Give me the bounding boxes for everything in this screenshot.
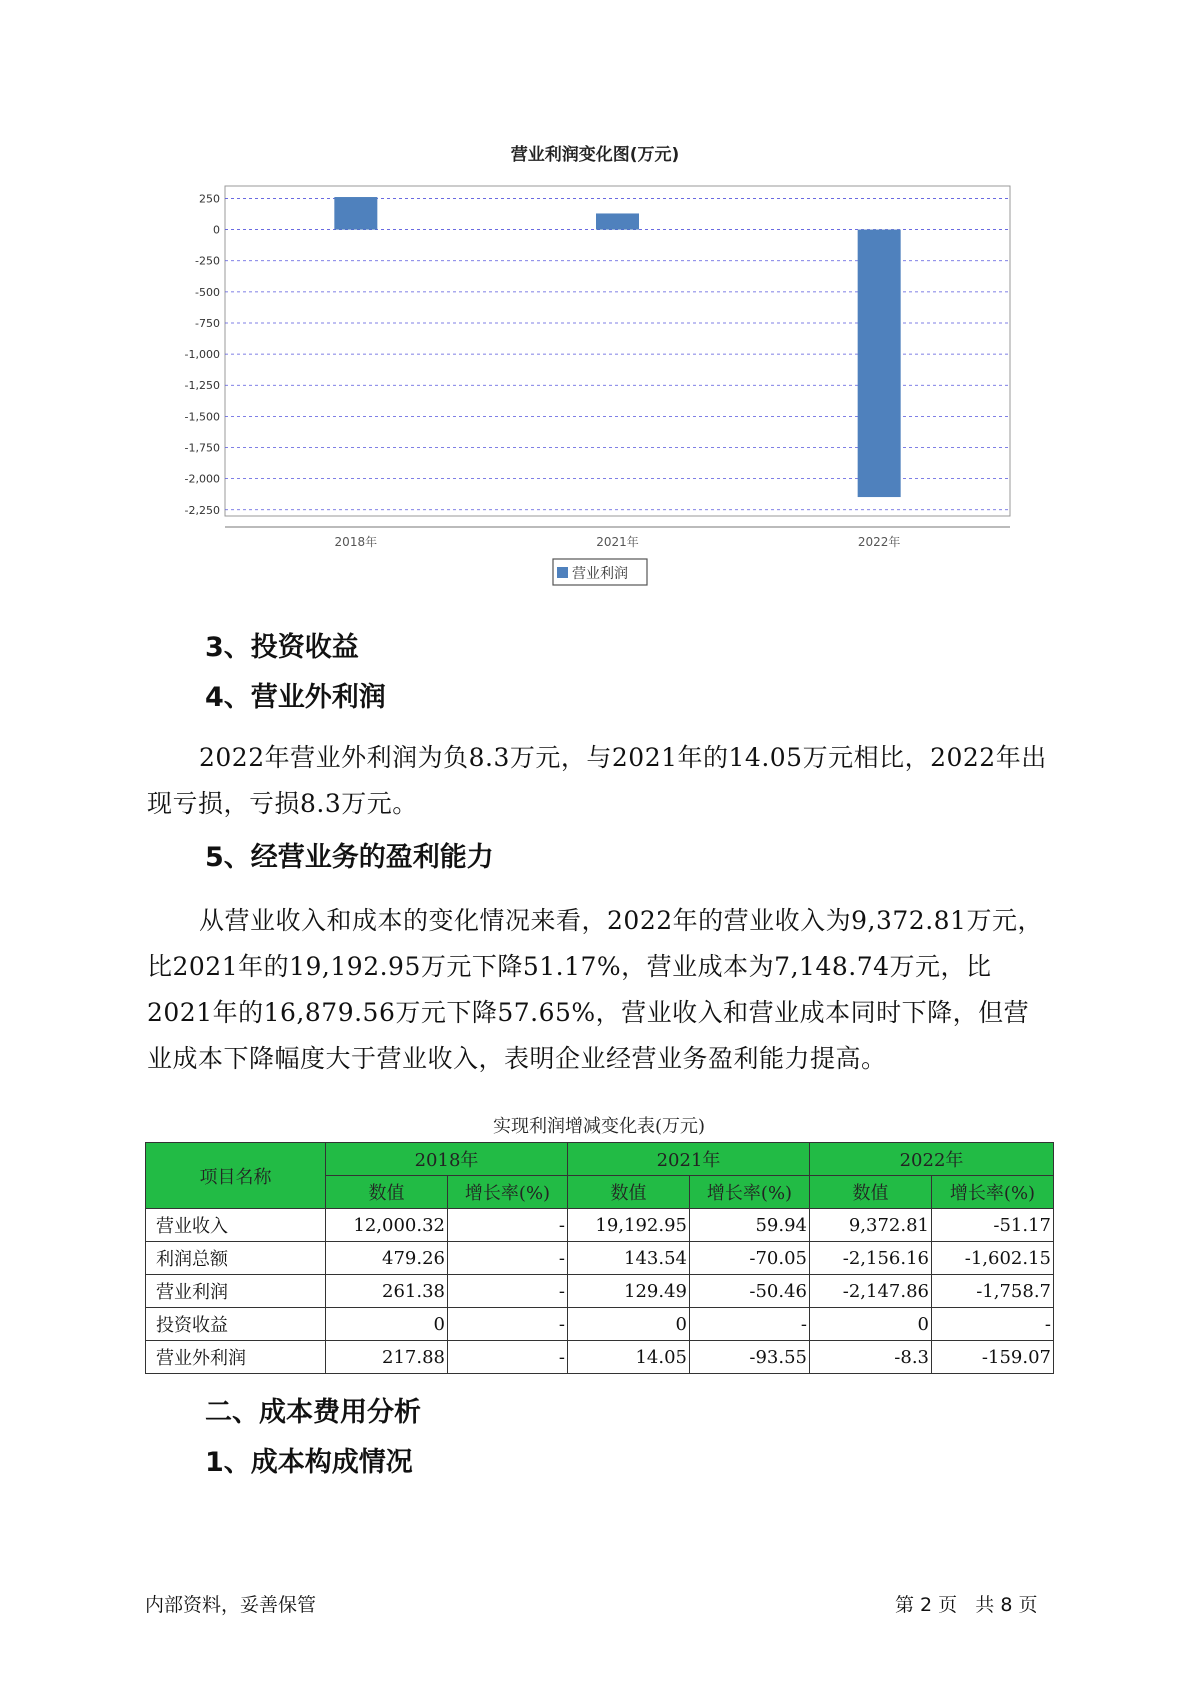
paragraph-profitability: 从营业收入和成本的变化情况来看，2022年的营业收入为9,372.81万元，比2021年的19,192.95万元下降51.17%，营业成本为7,148.74万元，比2021年的16,879.56万元下降57.65%，营业收入和营业成本同时下降，但营业成本下降幅度大于营业收入，表明企业经营业务盈利能力提高。 xyxy=(147,906,1043,1073)
table-cell: -2,147.86 xyxy=(810,1275,932,1308)
row-item-name: 营业收入 xyxy=(146,1209,326,1242)
table-row xyxy=(146,1209,1054,1242)
header-value: 数值 xyxy=(810,1176,932,1209)
table-cell: 479.26 xyxy=(326,1242,448,1275)
x-category-label: 2021年 xyxy=(596,535,639,549)
header-growth: 增长率(%) xyxy=(932,1176,1054,1209)
y-tick-label: -1,500 xyxy=(184,410,220,424)
table-row xyxy=(146,1275,1054,1308)
table-cell: -8.3 xyxy=(810,1341,932,1374)
y-tick-label: -250 xyxy=(195,254,220,268)
table-cell: 0 xyxy=(326,1308,448,1341)
table-cell: 143.54 xyxy=(568,1242,690,1275)
profit-change-table xyxy=(145,1142,1054,1374)
table-cell: 59.94 xyxy=(690,1209,810,1242)
table-row xyxy=(146,1308,1054,1341)
table-cell: 14.05 xyxy=(568,1341,690,1374)
table-cell: 0 xyxy=(810,1308,932,1341)
header-value: 数值 xyxy=(326,1176,448,1209)
header-year-2018: 2018年 xyxy=(326,1143,568,1176)
table-cell: -1,602.15 xyxy=(932,1242,1054,1275)
table-cell: - xyxy=(448,1275,568,1308)
bar-2022年 xyxy=(858,230,901,497)
table-caption: 实现利润增减变化表(万元) xyxy=(492,1116,706,1137)
table-cell: -51.17 xyxy=(932,1209,1054,1242)
y-tick-label: 0 xyxy=(213,223,220,237)
y-tick-label: -1,750 xyxy=(184,441,220,455)
table-cell: 0 xyxy=(568,1308,690,1341)
heading-non-operating-profit: 4、营业外利润 xyxy=(205,682,386,713)
table-cell: -1,758.7 xyxy=(932,1275,1054,1308)
legend-label: 营业利润 xyxy=(572,566,628,582)
y-tick-label: -2,000 xyxy=(184,472,220,486)
table-cell: - xyxy=(690,1308,810,1341)
table-cell: 129.49 xyxy=(568,1275,690,1308)
legend xyxy=(553,559,647,585)
y-tick-label: -1,000 xyxy=(184,348,220,362)
heading-cost-analysis: 二、成本费用分析 xyxy=(205,1397,421,1428)
y-tick-label: -1,250 xyxy=(184,379,220,393)
footer-page-number: 第 2 页 共 8 页 xyxy=(895,1594,1038,1616)
y-tick-label: -500 xyxy=(195,285,220,299)
x-category-label: 2022年 xyxy=(857,535,901,549)
table-row xyxy=(146,1242,1054,1275)
table-cell: -159.07 xyxy=(932,1341,1054,1374)
table-cell: -70.05 xyxy=(690,1242,810,1275)
heading-investment-income: 3、投资收益 xyxy=(205,632,359,663)
bar-2021年 xyxy=(596,213,639,229)
chart-title: 营业利润变化图(万元) xyxy=(510,145,680,165)
header-year-2022: 2022年 xyxy=(810,1143,1054,1176)
footer-confidential: 内部资料，妥善保管 xyxy=(145,1594,317,1616)
table-cell: 261.38 xyxy=(326,1275,448,1308)
table-cell: 217.88 xyxy=(326,1341,448,1374)
table-cell: - xyxy=(448,1209,568,1242)
table-row xyxy=(146,1341,1054,1374)
heading-cost-composition: 1、成本构成情况 xyxy=(205,1447,413,1478)
operating-profit-chart xyxy=(0,0,1191,600)
row-item-name: 利润总额 xyxy=(146,1242,326,1275)
table-cell: - xyxy=(932,1308,1054,1341)
table-cell: - xyxy=(448,1341,568,1374)
bar-2018年 xyxy=(334,197,377,230)
header-growth: 增长率(%) xyxy=(690,1176,810,1209)
table-cell: 12,000.32 xyxy=(326,1209,448,1242)
row-item-name: 投资收益 xyxy=(146,1308,326,1341)
legend-swatch xyxy=(557,567,568,578)
header-year-2021: 2021年 xyxy=(568,1143,810,1176)
y-tick-label: 250 xyxy=(199,192,220,206)
row-item-name: 营业外利润 xyxy=(146,1341,326,1374)
row-item-name: 营业利润 xyxy=(146,1275,326,1308)
header-item-name: 项目名称 xyxy=(146,1143,326,1209)
header-growth: 增长率(%) xyxy=(448,1176,568,1209)
table-cell: -2,156.16 xyxy=(810,1242,932,1275)
y-tick-label: -2,250 xyxy=(184,503,220,517)
header-value: 数值 xyxy=(568,1176,690,1209)
paragraph-non-operating-profit: 2022年营业外利润为负8.3万元，与2021年的14.05万元相比，2022年出现亏损，亏损8.3万元。 xyxy=(147,743,1047,818)
x-category-label: 2018年 xyxy=(334,535,378,549)
heading-profitability: 5、经营业务的盈利能力 xyxy=(205,842,494,873)
table-cell: - xyxy=(448,1308,568,1341)
table-cell: 9,372.81 xyxy=(810,1209,932,1242)
table-cell: - xyxy=(448,1242,568,1275)
y-tick-label: -750 xyxy=(195,316,220,330)
table-cell: -50.46 xyxy=(690,1275,810,1308)
table-cell: -93.55 xyxy=(690,1341,810,1374)
table-cell: 19,192.95 xyxy=(568,1209,690,1242)
